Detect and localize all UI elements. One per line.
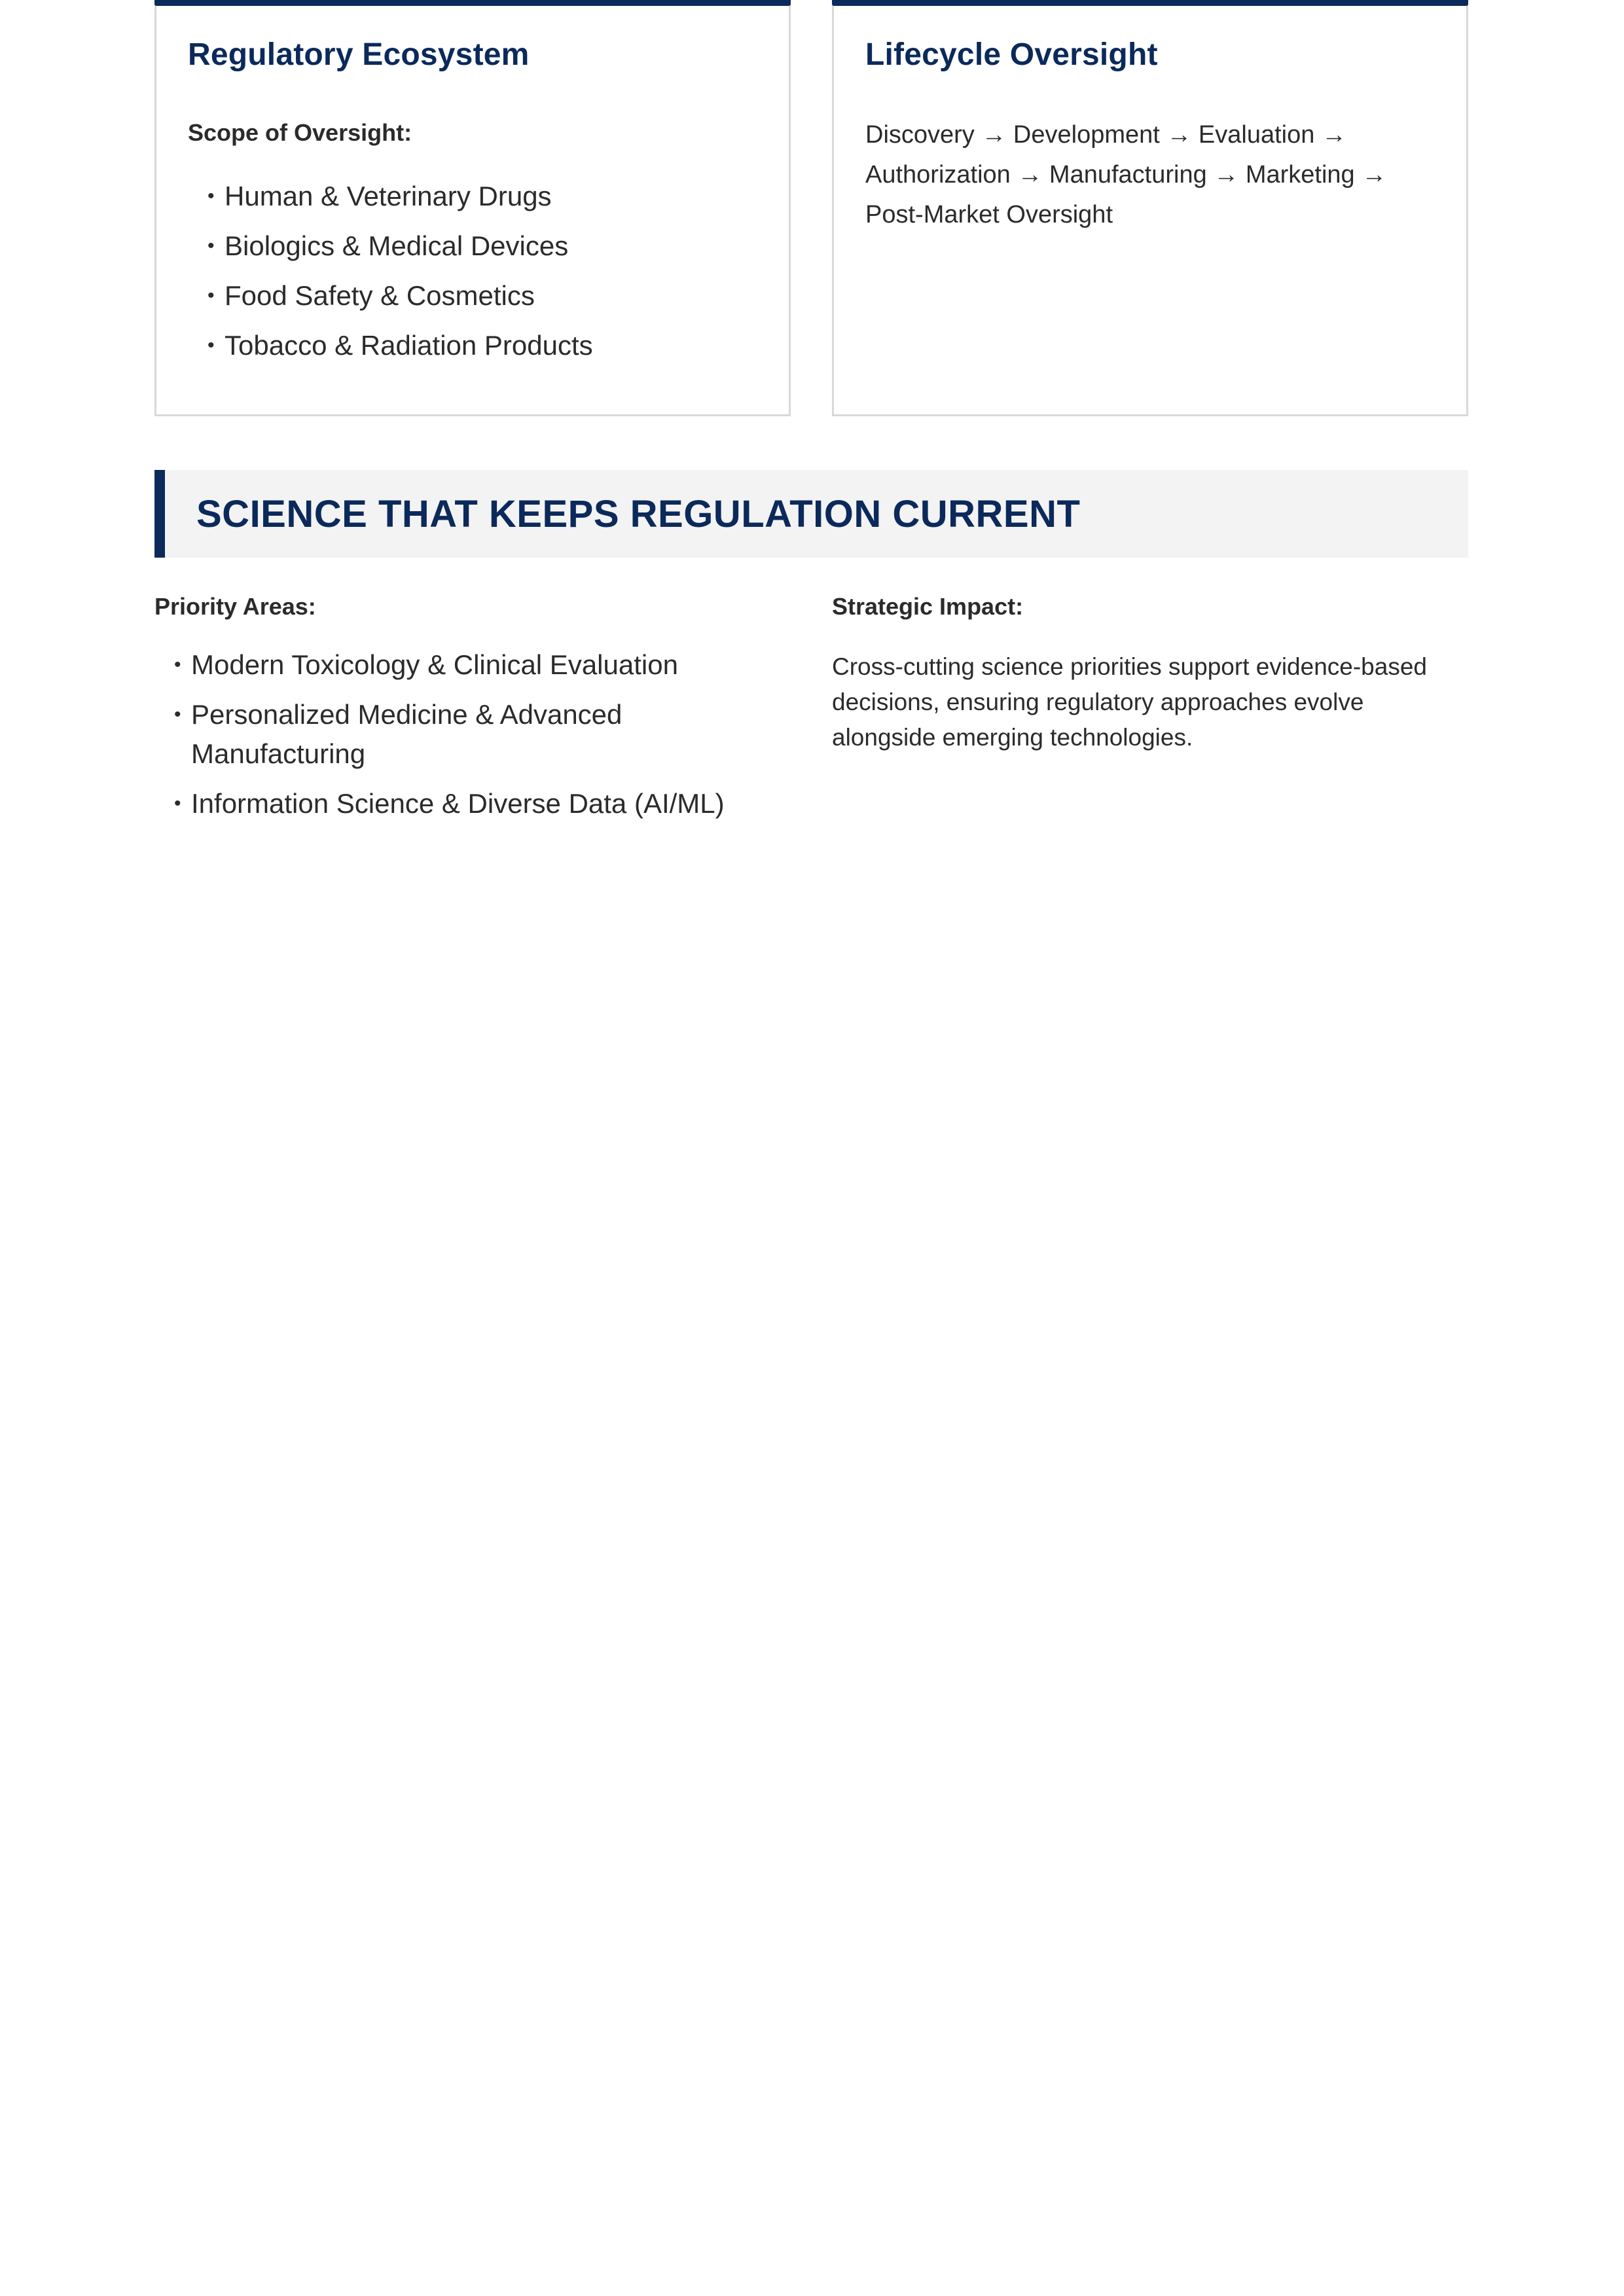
- regulatory-ecosystem-title: Regulatory Ecosystem: [188, 37, 530, 72]
- strategic-impact-text: Cross-cutting science priorities support evidence-based decisions, ensuring regulatory approaches evolve alongside emerging technologies.: [832, 653, 1427, 751]
- lifecycle-oversight-title: Lifecycle Oversight: [865, 37, 1158, 72]
- scope-of-oversight-list: [208, 177, 770, 376]
- lifecycle-oversight-card: [832, 0, 1468, 416]
- list-item: • Tobacco & Radiation Products: [208, 326, 770, 365]
- list-item: • Food Safety & Cosmetics: [208, 276, 770, 315]
- list-item: • Modern Toxicology & Clinical Evaluation: [174, 645, 763, 685]
- priority-areas-column: [154, 588, 791, 834]
- list-item: • Personalized Medicine & Advanced Manufacturing: [174, 695, 763, 774]
- list-item: • Human & Veterinary Drugs: [208, 177, 770, 216]
- scope-of-oversight-heading: Scope of Oversight:: [188, 119, 412, 146]
- regulatory-ecosystem-card: [154, 0, 791, 416]
- section-banner: [154, 470, 1468, 558]
- strategic-impact-column: [832, 588, 1468, 755]
- card-accent-bar: [832, 0, 1468, 6]
- lifecycle-stages-text: Discovery → Development → Evaluation → Authorization → Manufacturing → Marketing → Post-Market Oversight: [865, 121, 1387, 228]
- section-title: SCIENCE THAT KEEPS REGULATION CURRENT: [196, 493, 1081, 535]
- strategic-impact-heading: Strategic Impact:: [832, 593, 1024, 620]
- card-accent-bar: [154, 0, 791, 6]
- priority-areas-list: [174, 645, 763, 823]
- list-item: • Information Science & Diverse Data (AI/ML): [174, 784, 763, 823]
- list-item: • Biologics & Medical Devices: [208, 226, 770, 266]
- priority-areas-heading: Priority Areas:: [154, 593, 316, 620]
